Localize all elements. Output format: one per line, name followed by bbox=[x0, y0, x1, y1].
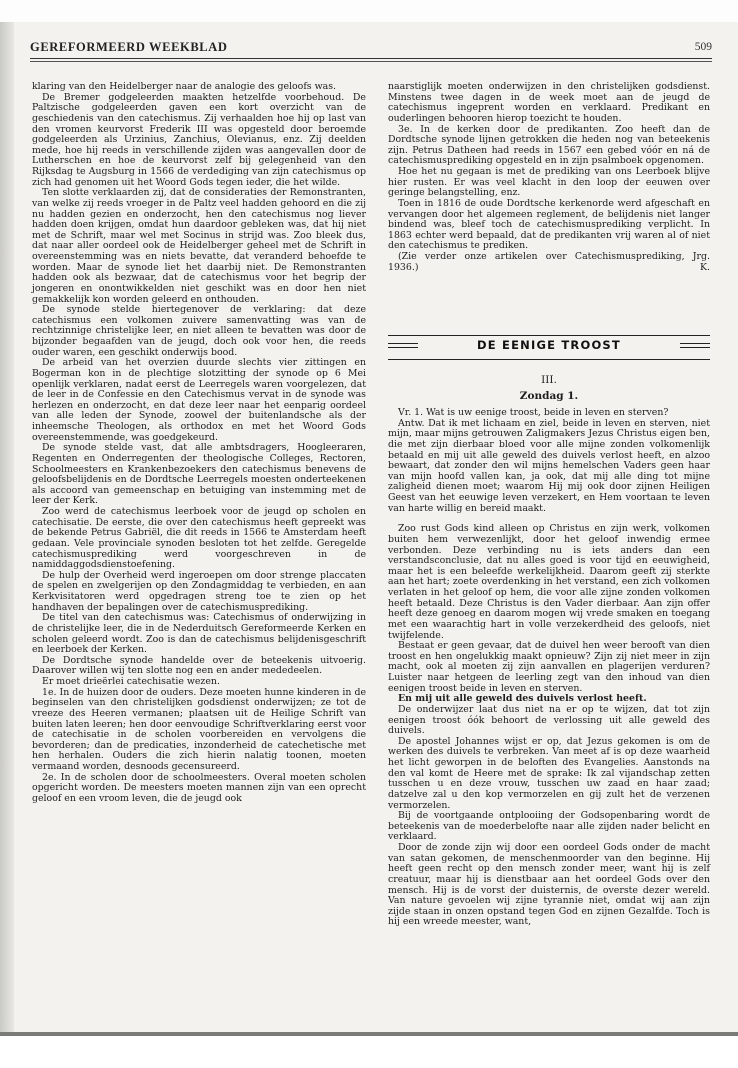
paragraph bbox=[388, 252, 710, 273]
heading-ornament-rule bbox=[388, 343, 418, 344]
paragraph: Toen in 1816 de oude Dordtsche kerkenorde werd afgeschaft en vervangen door het algemeen reglement, de belijdenis niet langer bindend was, bleef toch de catechismusprediking verplicht. In 1863 echter werd bepaald, dat de predikanten vrij waren al of niet den catechismus te prediken. bbox=[388, 197, 710, 252]
subheading: En mij uit alle geweld des duivels verlost heeft. bbox=[398, 693, 647, 705]
header-rule bbox=[30, 58, 712, 59]
catechism-question: Vr. 1. Wat is uw eenige troost, beide in leven en sterven? bbox=[398, 407, 669, 418]
paragraph: De hulp der Overheid werd ingeroepen om door strenge placcaten de spelen en zwelgerijen op den Zondagmiddag te verbieden, en aan Kerkvisitatoren werd opgedragen streng toe te zien op het handhaven der bepalingen over de catechismusprediking. bbox=[32, 569, 366, 613]
paragraph: Zoo werd de catechismus leerboek voor de jeugd op scholen en catechisatie. De eerste, die over den catechismus heeft gepreekt was de bekende Petrus Gabriël, die dit reeds in 1566 te Amsterdam heeft gedaan. Vele provinciale synoden besloten tot het zelfde. Geregelde catechismusprediking werd voorgeschreven in de namiddaggodsdienstoefening. bbox=[32, 506, 366, 571]
heading-top-rule bbox=[388, 335, 710, 336]
paragraph: 3e. In de kerken door de predikanten. Zoo heeft dan de Dordtsche synode lijnen getrokken die heden nog van beteekenis zijn. Petrus Datheen had reeds in 1567 een gebed vóór en ná de catechismusprediking opgesteld en in zijn psalmboek opgenomen. bbox=[388, 123, 710, 167]
paragraph: Ten slotte verklaarden zij, dat de consideraties der Remonstranten, van welke zij reeds vroeger in de Paltz veel hadden gehoord en die zij nu hadden gezien en onderzocht, hen den catechismus nog liever hadden doen krijgen, omdat hun daardoor gebleken was, dat hij niet met de Schrift, maar wel met Socinus in strijd was. Zoo bleek dus, dat naar aller oordeel ook de Heidelberger geheel met de Schrift in overeenstemming was en niets bevatte, dat veranderd behoefde te worden. Maar de synode liet het daarbij niet. De Remonstranten hadden ook als bezwaar, dat de catechismus voor het begrip der jongeren en onontwikkelden niet geschikt was en door hen niet gemakkelijk kon worden geleerd en onthouden. bbox=[32, 187, 366, 305]
scan-top-margin bbox=[0, 0, 738, 22]
section-title: DE EENIGE TROOST bbox=[477, 338, 621, 352]
scan-bottom-shadow bbox=[0, 1032, 738, 1036]
paragraph: 2e. In de scholen door de schoolmeesters. Overal moeten scholen opgericht worden. De meesters moeten mannen zijn van een oprecht geloof en een vroom leven, die de jeugd ook bbox=[32, 771, 366, 804]
paragraph: klaring van den Heidelberger naar de analogie des geloofs was. bbox=[32, 81, 336, 92]
paragraph: 1e. In de huizen door de ouders. Deze moeten hunne kinderen in de beginselen van den christelijken godsdienst onderwijzen; ze tot de vreeze des Heeren vermanen; plaatsen uit de Heilige Schrift van buiten laten leeren; hen door eenvoudige Schriftverklaring eerst voor de catechisatie in de scholen voorbereiden en vervolgens die bevorderen; dan de predicaties, inzonderheid de catechetische met hen herhalen. Ouders die zich hierin nalatig toonen, moeten vermaand worden, desnoods gecensureerd. bbox=[32, 686, 366, 772]
running-header bbox=[30, 40, 712, 56]
publication-title: GEREFORMEERD WEEKBLAD bbox=[30, 40, 228, 54]
paragraph: Zoo rust Gods kind alleen op Christus en zijn werk, volkomen buiten hem verwezenlijkt, door het geloof inwendig ermee verbonden. Deze verbinding nu is iets anders dan een verstandsconclusie, dat nu alles goed is voor tijd en eeuwigheid, maar het is een beleefde werkelijkheid. Daarom geeft zij sterkte aan het hart; zoete overdenking in het verstand, een zich volkomen verlaten in het geloof op hem, die voor alle zijne zonden volkomen heeft betaald. Deze Christus is den Vader dierbaar. Aan zijn offer heeft deze genoeg en daarom mogen wij vrede smaken en toegang met een waarachtig hart in volle verzekerdheid des geloofs, niet twijfelende. bbox=[388, 523, 710, 641]
reference-note: (Zie verder onze artikelen over Catechismusprediking, Jrg. 1936.) bbox=[388, 251, 710, 273]
heading-bottom-rule bbox=[388, 359, 710, 360]
paragraph: De synode stelde vast, dat alle ambtsdragers, Hoogleeraren, Regenten en Onderregenten der theologische Colleges, Rectoren, Schoolmeesters en Krankenbezoekers den catechismus benevens de geloofsbelijdenis en de Dordtsche Leerregels moesten onderteekenen als accoord van gemeenschap en betuiging van instemming met de leer der Kerk. bbox=[32, 442, 366, 507]
paragraph: naarstiglijk moeten onderwijzen in den christelijken godsdienst. Minstens twee dagen in de week moet aan de jeugd de catechismus ingeprent worden en verklaard. Predikant en ouderlingen behooren hierop toezicht te houden. bbox=[388, 81, 710, 124]
paragraph: De titel van den catechismus was: Catechismus of onderwijzing in de christelijke leer, die in de Nederduitsch Gereformeerde Kerken en scholen geleerd wordt. Zoo is dan de catechismus belijdenisgeschrift en leerboek der Kerken. bbox=[32, 612, 366, 656]
paragraph: Er moet drieërlei catechisatie wezen. bbox=[42, 676, 220, 687]
paragraph: Bij de voortgaande ontplooiing der Godsopenbaring wordt de beteekenis van de moederbelofte naar alle zijden nader belicht en verklaard. bbox=[388, 810, 710, 843]
paragraph: De arbeid van het overzien duurde slechts vier zittingen en Bogerman kon in de plechtige slotzitting der synode op 6 Mei openlijk verklaren, nadat eerst de Leerregels waren voorgelezen, dat de leer in de Confessie en den Catechismus vervat in de synode was herlezen en onderzocht, en dat deze leer naar het eenparig oordeel van alle leden der Synode, zoowel der buitenlandsche als der inheemsche Theologen, als orthodox en met het Woord Gods overeenstemmende, was goedgekeurd. bbox=[32, 357, 366, 443]
part-number: III. bbox=[541, 374, 557, 386]
heading-ornament-rule bbox=[388, 347, 418, 348]
header-rule-double bbox=[30, 61, 712, 62]
page-number: 509 bbox=[694, 41, 712, 53]
paragraph: De synode stelde hiertegenover de verklaring: dat deze catechismus een volkomen zuivere samenvatting was van de rechtzinnige christelijke leer, en niet alleen te bevatten was door de bijzonder begaafden van de jeugd, doch ook voor hen, die reeds ouder waren, een geschikt onderwijs bood. bbox=[32, 304, 366, 358]
paragraph: Bestaat er geen gevaar, dat de duivel hen weer berooft van dien troost en hen ongelukkig maakt opnieuw? Zijn zij niet meer in zijn macht, ook al moeten zij zijn aanvallen en plagerijen verduren? Luister naar hetgeen de leerling zegt van den inhoud van dien eenigen troost beide in leven en sterven. bbox=[388, 640, 710, 694]
paragraph: Door de zonde zijn wij door een oordeel Gods onder de macht van satan gekomen, de menschenmoorder van den beginne. Hij heeft geen recht op den mensch zonder meer, want hij is zelf creatuur, maar hij is dienstbaar aan het oordeel Gods over den mensch. Hij is de vorst der duisternis, de overste dezer wereld. Van nature gevoelen wij zijne tyrannie niet, omdat wij aan zijn zijde staan in onzen opstand tegen God en zijnen Gezalfde. Toch is hij een wreede meester, want, bbox=[388, 842, 710, 928]
page-gutter-shadow bbox=[0, 22, 14, 1032]
author-signature: K. bbox=[700, 261, 710, 273]
heading-ornament-rule bbox=[680, 347, 710, 348]
paragraph: De apostel Johannes wijst er op, dat Jezus gekomen is om de werken des duivels te verbreken. Van meet af is op deze waarheid het licht geworpen in de beloften des Evangelies. Aanstonds na den val komt de Heere met de sprake: Ik zal vijandschap zetten tusschen u en deze vrouw, tusschen uw zaad en haar zaad; datzelve zal u den kop vermorzelen en gij zult het de verzenen vermorzelen. bbox=[388, 735, 710, 811]
paragraph: De Bremer godgeleerden maakten hetzelfde voorbehoud. De Paltzische godgeleerden gaven een kort overzicht van de geschiedenis van den catechismus. Zij verhaalden hoe hij op last van den vromen keurvorst Frederik III was opgesteld door beroemde godgeleerden als Urzinius, Zanchius, Olevianus, enz. Zij deelden mede, hoe hij reeds in verschillende zijden was aangevallen door de Lutherschen en hoe de keurvorst zelf bij gelegenheid van den Rijksdag te Augsburg in 1566 de verdediging van zijn catechismus op zich had genomen uit het Woord Gods tegen ieder, die het wilde. bbox=[32, 91, 366, 188]
left-column bbox=[32, 82, 366, 805]
heading-ornament-rule bbox=[680, 343, 710, 344]
right-column-bottom bbox=[388, 408, 710, 928]
section-heading-box bbox=[388, 335, 710, 365]
sunday-heading: Zondag 1. bbox=[519, 390, 579, 402]
catechism-answer: Antw. Dat ik met lichaam en ziel, beide in leven en sterven, niet mijn, maar mijns getrouwen Zaligmakers Jezus Christus eigen ben, die met zijn dierbaar bloed voor alle mijne zonden volkomenlijk betaald en mij uit alle geweld des duivels verlost heeft, en alzoo bewaart, dat zonder den wil mijns hemelschen Vaders geen haar van mijn hoofd vallen kan, ja ook, dat mij alle ding tot mijne zaligheid dienen moet; waarom Hij mij ook door zijnen Heiligen Geest van het eeuwige leven verzekert, en Hem voortaan te leven van harte willig en bereid maakt. bbox=[388, 417, 710, 514]
right-column-top bbox=[388, 82, 710, 273]
paragraph: De Dordtsche synode handelde over de beteekenis uitvoerig. Daarover willen wij ten slotte nog een en ander mededeelen. bbox=[32, 654, 366, 677]
paragraph: De onderwijzer laat dus niet na er op te wijzen, dat tot zijn eenigen troost óók behoort de verlossing uit alle geweld des duivels. bbox=[388, 703, 710, 737]
scan-bottom-margin bbox=[0, 1032, 738, 1068]
paragraph: Hoe het nu gegaan is met de prediking van ons Leerboek blijve hier rusten. Er was veel klacht in den loop der eeuwen over geringe belangstelling, enz. bbox=[388, 166, 710, 199]
